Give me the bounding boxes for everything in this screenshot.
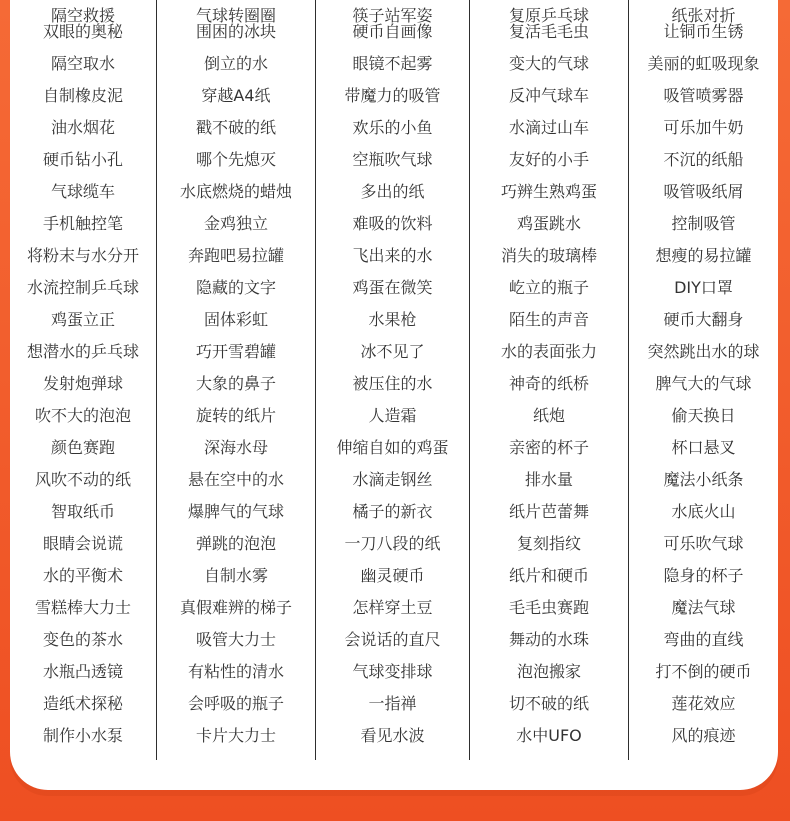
experiment-title: 气球缆车: [50, 182, 115, 201]
experiment-title: 自制橡皮泥: [42, 86, 123, 105]
experiment-title: 爆脾气的气球: [187, 502, 284, 521]
experiment-title: 杯口悬叉: [671, 438, 736, 457]
experiment-title: 吸管大力士: [195, 630, 276, 649]
experiment-title: 眼睛会说谎: [42, 534, 123, 553]
experiment-title: 复活毛毛虫: [508, 22, 589, 41]
experiment-title: 鸡蛋在微笑: [352, 278, 433, 297]
experiment-title: 弯曲的直线: [663, 630, 744, 649]
experiment-title: 水中UFO: [516, 726, 582, 745]
experiment-title: 一刀八段的纸: [344, 534, 441, 553]
experiment-title: 带魔力的吸管: [344, 86, 441, 105]
experiment-title: 水果枪: [368, 310, 417, 329]
experiment-title: 隐藏的文字: [195, 278, 276, 297]
experiment-title: 奔跑吧易拉罐: [187, 246, 284, 265]
experiment-title: 魔法气球: [671, 598, 736, 617]
experiment-title: 气球变排球: [352, 662, 433, 681]
experiment-title: 陌生的声音: [508, 310, 589, 329]
experiment-title: 想瘦的易拉罐: [655, 246, 752, 265]
experiment-title: 消失的玻璃棒: [500, 246, 597, 265]
experiment-title: 可乐吹气球: [663, 534, 744, 553]
experiment-column-3: [316, 0, 470, 760]
experiment-title: 手机触控笔: [42, 214, 123, 233]
experiment-title: 金鸡独立: [203, 214, 268, 233]
experiment-title: 飞出来的水: [352, 246, 433, 265]
experiment-title: 制作小水泵: [42, 726, 123, 745]
experiment-title: 排水量: [524, 470, 573, 489]
experiment-list-card: [10, 0, 778, 790]
experiment-title: 变大的气球: [508, 54, 589, 73]
experiment-title: 想潜水的乒乓球: [26, 342, 139, 361]
experiment-title: 围困的冰块: [195, 22, 276, 41]
experiment-title: 智取纸币: [50, 502, 115, 521]
experiment-title: 亲密的杯子: [508, 438, 589, 457]
experiment-title: 气球转圈圈: [195, 6, 276, 25]
experiment-title: 纸炮: [532, 406, 565, 425]
experiment-title: 人造霜: [368, 406, 417, 425]
experiment-title: 脾气大的气球: [655, 374, 752, 393]
experiment-title: 造纸术探秘: [42, 694, 123, 713]
experiment-title: 水滴过山车: [508, 118, 589, 137]
experiment-title: 水的平衡术: [42, 566, 123, 585]
experiment-title: 友好的小手: [508, 150, 589, 169]
experiment-title: 偷天换日: [671, 406, 736, 425]
experiment-title: 真假难辨的梯子: [179, 598, 292, 617]
experiment-title: 风吹不动的纸: [34, 470, 131, 489]
experiment-title: 不沉的纸船: [663, 150, 744, 169]
experiment-title: 卡片大力士: [195, 726, 276, 745]
experiment-title: 水流控制乒乓球: [26, 278, 139, 297]
experiment-title: 隔空取水: [50, 54, 115, 73]
experiment-title: 怎样穿土豆: [352, 598, 433, 617]
experiment-title: 颜色赛跑: [50, 438, 115, 457]
experiment-title: 将粉末与水分开: [26, 246, 139, 265]
experiment-title: 多出的纸: [360, 182, 425, 201]
experiment-title: 美丽的虹吸现象: [647, 54, 760, 73]
experiment-title: 水底火山: [671, 502, 736, 521]
experiment-title: 打不倒的硬币: [655, 662, 752, 681]
experiment-title: 发射炮弹球: [42, 374, 123, 393]
experiment-title: 水瓶凸透镜: [42, 662, 123, 681]
experiment-title: 会说话的直尺: [344, 630, 441, 649]
experiment-title: 被压住的水: [352, 374, 433, 393]
experiment-title: 水底燃烧的蜡烛: [179, 182, 292, 201]
experiment-title: 硬币自画像: [352, 22, 433, 41]
experiment-title: 纸张对折: [671, 6, 736, 25]
experiment-title: 鸡蛋立正: [50, 310, 115, 329]
experiment-title: 自制水雾: [203, 566, 268, 585]
experiment-title: 弹跳的泡泡: [195, 534, 276, 553]
experiment-title: 纸片和硬币: [508, 566, 589, 585]
experiment-title: 控制吸管: [671, 214, 736, 233]
experiment-title: 硬币钻小孔: [42, 150, 123, 169]
experiment-title: 难吸的饮料: [352, 214, 433, 233]
experiment-title: 隔空救援: [50, 6, 115, 25]
experiment-title: 油水烟花: [50, 118, 115, 137]
experiment-title: 风的痕迹: [671, 726, 736, 745]
experiment-title: 可乐加牛奶: [663, 118, 744, 137]
experiment-title: 哪个先熄灭: [195, 150, 276, 169]
experiment-column-2: [157, 0, 316, 760]
experiment-title: 幽灵硬币: [360, 566, 425, 585]
experiment-title: 雪糕棒大力士: [34, 598, 131, 617]
experiment-title: 变色的茶水: [42, 630, 123, 649]
experiment-title: 巧开雪碧罐: [195, 342, 276, 361]
experiment-title: 深海水母: [203, 438, 268, 457]
experiment-title: 吸管喷雾器: [663, 86, 744, 105]
experiment-title: 悬在空中的水: [187, 470, 284, 489]
experiment-title: 舞动的水珠: [508, 630, 589, 649]
experiment-title: 戳不破的纸: [195, 118, 276, 137]
experiment-title: 伸缩自如的鸡蛋: [336, 438, 449, 457]
experiment-title: 硬币大翻身: [663, 310, 744, 329]
experiment-title: 穿越A4纸: [201, 86, 271, 105]
experiment-column-1: [10, 0, 157, 760]
experiment-title: 神奇的纸桥: [508, 374, 589, 393]
experiment-title: 切不破的纸: [508, 694, 589, 713]
experiment-title: 冰不见了: [360, 342, 425, 361]
experiment-grid: [10, 0, 778, 760]
experiment-title: 鸡蛋跳水: [516, 214, 581, 233]
experiment-title: 筷子站军姿: [352, 6, 433, 25]
experiment-title: 纸片芭蕾舞: [508, 502, 589, 521]
experiment-title: 倒立的水: [203, 54, 268, 73]
experiment-title: 吹不大的泡泡: [34, 406, 131, 425]
experiment-title: DIY口罩: [674, 278, 733, 297]
experiment-title: 一指禅: [368, 694, 417, 713]
experiment-title: 眼镜不起雾: [352, 54, 433, 73]
experiment-title: 双眼的奥秘: [42, 22, 123, 41]
experiment-title: 巧辨生熟鸡蛋: [500, 182, 597, 201]
experiment-title: 大象的鼻子: [195, 374, 276, 393]
experiment-title: 空瓶吹气球: [352, 150, 433, 169]
experiment-title: 有粘性的清水: [187, 662, 284, 681]
experiment-title: 固体彩虹: [203, 310, 268, 329]
experiment-title: 吸管吸纸屑: [663, 182, 744, 201]
experiment-title: 隐身的杯子: [663, 566, 744, 585]
experiment-title: 让铜币生锈: [663, 22, 744, 41]
experiment-title: 魔法小纸条: [663, 470, 744, 489]
experiment-title: 复原乒乓球: [508, 6, 589, 25]
experiment-title: 看见水波: [360, 726, 425, 745]
experiment-title: 泡泡搬家: [516, 662, 581, 681]
experiment-title: 毛毛虫赛跑: [508, 598, 589, 617]
experiment-title: 旋转的纸片: [195, 406, 276, 425]
experiment-title: 反冲气球车: [508, 86, 589, 105]
experiment-title: 欢乐的小鱼: [352, 118, 433, 137]
experiment-column-4: [470, 0, 629, 760]
experiment-title: 橘子的新衣: [352, 502, 433, 521]
experiment-title: 复刻指纹: [516, 534, 581, 553]
experiment-title: 突然跳出水的球: [647, 342, 760, 361]
experiment-title: 莲花效应: [671, 694, 736, 713]
experiment-title: 水的表面张力: [500, 342, 597, 361]
experiment-title: 屹立的瓶子: [508, 278, 589, 297]
experiment-title: 水滴走钢丝: [352, 470, 433, 489]
experiment-column-5: [629, 0, 778, 760]
experiment-title: 会呼吸的瓶子: [187, 694, 284, 713]
